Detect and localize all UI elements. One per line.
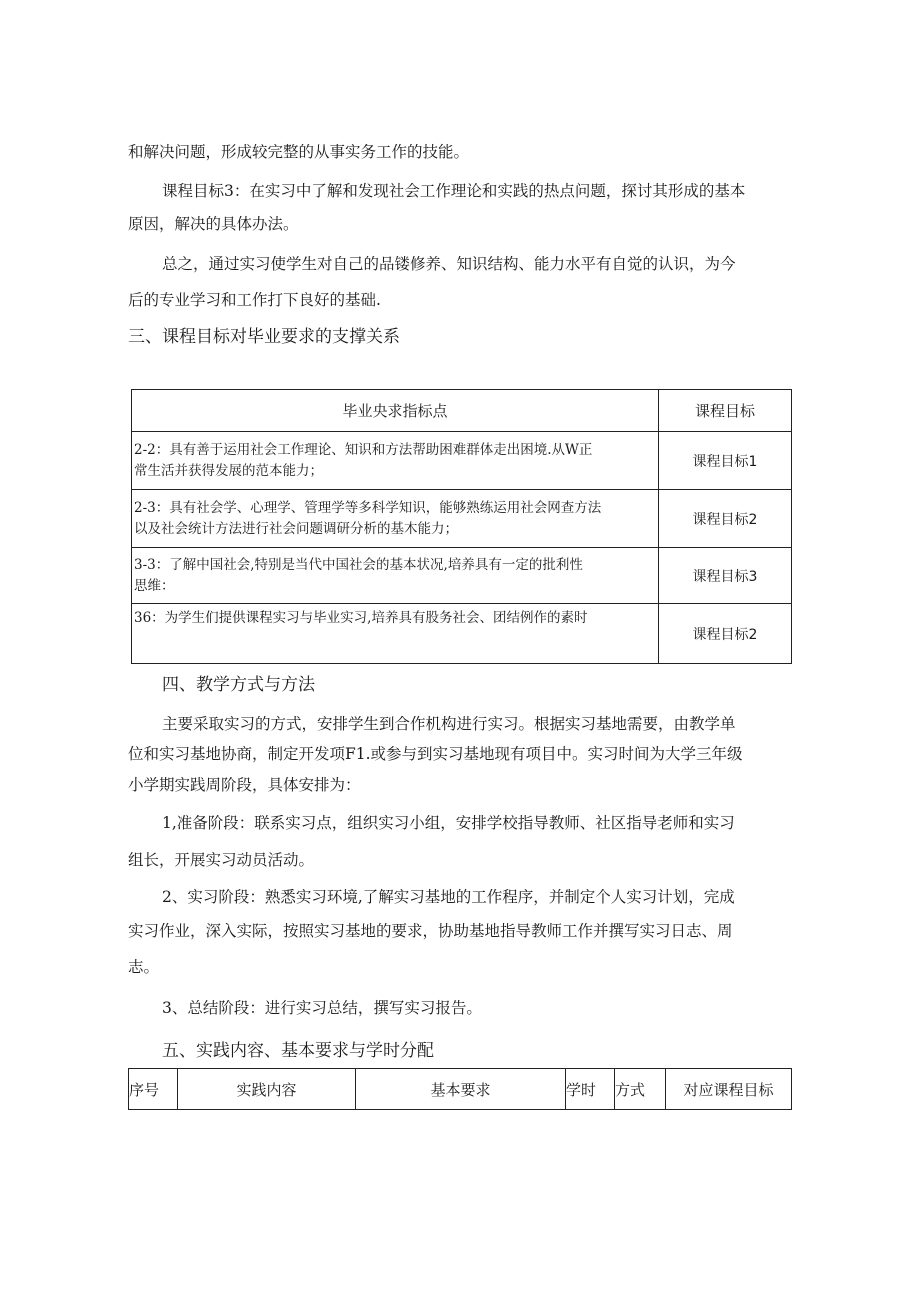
- table-row: [132, 432, 792, 490]
- requirement-cell: [132, 490, 659, 548]
- goal-cell: 课程目标2: [659, 490, 792, 548]
- step-2-cont: 实习作业，深入实际，按照实习基地的要求，协助基地指导教师工作并撰写实习日志、周: [128, 922, 733, 940]
- section-5-title: 五、实践内容、基本要求与学时分配: [162, 1041, 434, 1061]
- step-2: 2、实习阶段：熟悉实习环境,了解实习基地的工作程序，并制定个人实习计划，完成: [162, 888, 735, 906]
- table-row: [132, 604, 792, 664]
- course-goal-3-cont: 原因，解决的具体办法。: [128, 215, 299, 233]
- requirement-cell: [132, 604, 659, 664]
- method-intro: 主要采取实习的方式，安排学生到合作机构进行实习。根据实习基地需要，由教学单: [162, 715, 736, 733]
- header-requirement: 毕业央求指标点: [132, 390, 659, 432]
- summary-paragraph: 总之，通过实习使学生对自己的品镂修养、知识结构、能力水平有自觉的认识，为今: [162, 255, 736, 273]
- goal-cell: 课程目标2: [659, 604, 792, 664]
- requirement-line: 2-2：具有善于运用社会工作理论、知识和方法帮助困难群体走出困境.从W正: [134, 441, 593, 458]
- requirement-line: 36：为学生们提供课程实习与毕业实习,培养具有股务社会、团结例作的素时: [134, 610, 588, 626]
- step-3: 3、总结阶段：进行实习总结，撰写实习报告。: [162, 999, 482, 1017]
- step-1: 1,准备阶段：联系实习点，组织实习小组，安排学校指导教师、社区指导老师和实习: [162, 814, 735, 832]
- step-2-cont: 志。: [128, 958, 160, 976]
- step-1-cont: 组长，开展实习动员活动。: [128, 851, 315, 869]
- table-header-row: [132, 390, 792, 432]
- table-row: [132, 490, 792, 548]
- goal-cell: 课程目标3: [659, 548, 792, 604]
- method-intro-cont: 小学期实践周阶段，具体安排为：: [128, 776, 361, 794]
- section-3-title: 三、课程目标对毕业要求的支撑关系: [128, 327, 400, 347]
- requirement-line: 思维：: [134, 577, 175, 594]
- header-course-goal: 课程目标: [659, 390, 792, 432]
- requirement-cell: [132, 548, 659, 604]
- requirement-line: 常生活并获得发展的范本能力；: [134, 462, 323, 479]
- requirement-line: 以及社会统计方法进行社会问题调研分析的基木能力；: [134, 520, 458, 537]
- summary-paragraph-cont: 后的专业学习和工作打下良好的基础.: [128, 291, 381, 309]
- requirement-cell: [132, 432, 659, 490]
- support-relationship-table: [131, 389, 792, 664]
- method-intro-cont: 位和实习基地协商，制定开发项F1.或参与到实习基地现有项目中。实习时间为大学三年级: [128, 745, 743, 763]
- header-method: 方式: [615, 1069, 666, 1110]
- course-goal-3: 课程目标3：在实习中了解和发现社会工作理论和实践的热点问题，探讨其形成的基本: [162, 182, 746, 200]
- header-hours: 学时: [566, 1069, 615, 1110]
- goal-cell: 课程目标1: [659, 432, 792, 490]
- header-index: 序号: [129, 1069, 178, 1110]
- header-requirement: 基本要求: [356, 1069, 566, 1110]
- table-header-row: [129, 1069, 792, 1110]
- section-4-title: 四、教学方式与方法: [162, 675, 315, 695]
- requirement-line: 3-3：了解中国社会,特别是当代中国社会的基本状况,培养具有一定的批利性: [134, 556, 583, 573]
- header-course-goal: 对应课程目标: [666, 1069, 792, 1110]
- header-content: 实践内容: [178, 1069, 356, 1110]
- paragraph-line: 和解决问题，形成较完整的从事实务工作的技能。: [128, 143, 470, 161]
- table-row: [132, 548, 792, 604]
- practice-content-table: [128, 1068, 792, 1110]
- requirement-line: 2-3：具有社会学、心理学、管理学等多科学知识，能够熟练运用社会网查方法: [134, 499, 602, 516]
